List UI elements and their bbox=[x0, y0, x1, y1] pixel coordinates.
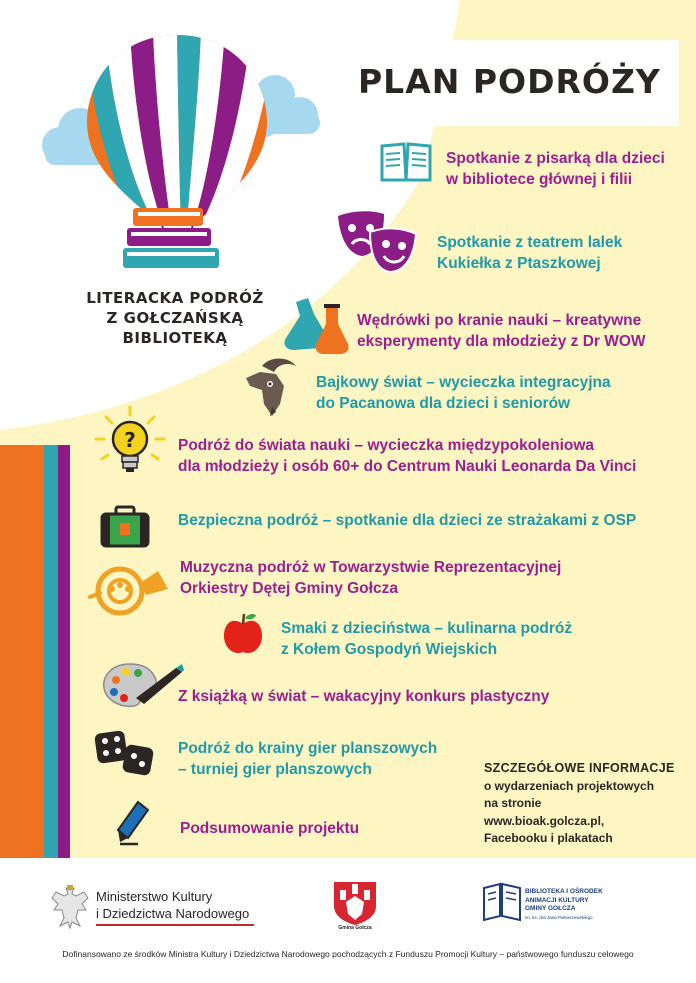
library-line-1: BIBLIOTEKA I OŚRODEK bbox=[525, 888, 603, 895]
info-heading: SZCZEGÓŁOWE INFORMACJE bbox=[484, 761, 675, 775]
info-line-1: o wydarzeniach projektowych bbox=[484, 778, 655, 793]
item-4 bbox=[316, 372, 611, 414]
item-3 bbox=[357, 310, 646, 352]
palette-icon bbox=[100, 660, 184, 712]
logo-line-3: BIBLIOTEKĄ bbox=[122, 329, 228, 347]
item-7-line-2: Orkiestry Dętej Gminy Gołcza bbox=[180, 580, 398, 597]
item-5-line-2: dla młodzieży i osób 60+ do Centrum Nauki Leonarda Da Vinci bbox=[178, 458, 637, 475]
info-block bbox=[484, 760, 684, 848]
info-line-4: Facebooku i plakatach bbox=[484, 831, 613, 845]
item-1-line-1: Spotkanie z pisarką dla dzieci bbox=[446, 150, 665, 167]
item-9-line-1: Z książką w świat – wakacyjny konkurs plastyczny bbox=[178, 688, 550, 705]
item-2-line-1: Spotkanie z teatrem lalek bbox=[437, 234, 623, 251]
ministry-line-1: Ministerstwo Kultury bbox=[96, 889, 213, 904]
library-line-4: im. ks. dra Jana Piekoszewskiego bbox=[525, 914, 593, 920]
item-8 bbox=[281, 618, 572, 660]
funding-note: Dofinansowano ze środków Ministra Kultury i Dziedzictwa Narodowego pochodzących z Funduszu Promocji Kultury – państwowego funduszu celowego bbox=[62, 949, 634, 959]
item-4-line-1: Bajkowy świat – wycieczka integracyjna bbox=[316, 374, 611, 391]
pencil-icon bbox=[116, 800, 150, 846]
item-3-line-1: Wędrówki po kranie nauki – kreatywne bbox=[357, 312, 642, 329]
book-icon bbox=[378, 140, 434, 184]
apple-icon bbox=[222, 612, 264, 656]
item-3-line-2: eksperymenty dla młodzieży z Dr WOW bbox=[357, 333, 646, 350]
info-line-2: na stronie bbox=[484, 796, 542, 810]
logo-line-1: LITERACKA PODRÓŻ bbox=[86, 289, 264, 307]
item-7 bbox=[180, 557, 561, 599]
item-8-line-2: z Kołem Gospodyń Wiejskich bbox=[281, 641, 498, 658]
item-4-line-2: do Pacanowa dla dzieci i seniorów bbox=[316, 395, 571, 412]
first-aid-kit-icon bbox=[100, 505, 150, 549]
page-title: PLAN PODRÓŻY bbox=[358, 62, 661, 101]
item-1 bbox=[446, 148, 665, 190]
library-logo-icon bbox=[480, 882, 524, 922]
lightbulb-icon bbox=[94, 405, 166, 477]
item-2 bbox=[437, 232, 622, 274]
item-6-line-1: Bezpieczna podróż – spotkanie dla dzieci ze strażakami z OSP bbox=[178, 512, 637, 529]
item-7-line-1: Muzyczna podróż w Towarzystwie Reprezentacyjnej bbox=[180, 559, 562, 576]
item-10-line-1: Podróż do krainy gier planszowych bbox=[178, 740, 438, 757]
flasks-icon bbox=[282, 294, 352, 356]
eagle-emblem-icon bbox=[50, 884, 90, 930]
library-line-2: ANIMACJI KULTURY bbox=[525, 896, 589, 904]
ministry-name bbox=[96, 888, 249, 922]
french-horn-icon bbox=[86, 563, 170, 619]
item-10 bbox=[178, 738, 437, 780]
item-11-line-1: Podsumowanie projektu bbox=[180, 820, 360, 837]
gmina-label: Gmina Gołcza bbox=[338, 925, 372, 931]
svg-text:?: ? bbox=[124, 428, 136, 452]
ministry-line-2: i Dziedzictwa Narodowego bbox=[96, 906, 250, 921]
balloon-icon bbox=[80, 30, 280, 235]
item-11 bbox=[180, 818, 359, 839]
balloon-logo bbox=[25, 30, 325, 290]
dice-icon bbox=[94, 728, 158, 778]
library-line-3: GMINY GOŁCZA bbox=[525, 905, 576, 912]
theater-masks-icon bbox=[334, 210, 420, 278]
item-1-line-2: w bibliotece głównej i filii bbox=[446, 171, 633, 188]
logo-line-2: Z GOŁCZAŃSKĄ bbox=[106, 309, 244, 327]
side-stripes bbox=[0, 445, 70, 858]
info-line-3: www.bioak.golcza.pl, bbox=[484, 813, 605, 828]
item-6 bbox=[178, 510, 636, 531]
ministry-underline bbox=[96, 924, 254, 926]
books-stack-icon bbox=[123, 208, 219, 268]
item-2-line-2: Kukiełka z Ptaszkowej bbox=[437, 255, 601, 272]
goat-icon bbox=[242, 356, 302, 418]
library-name bbox=[525, 888, 603, 922]
logo-title bbox=[60, 288, 290, 348]
item-5 bbox=[178, 435, 636, 477]
item-8-line-1: Smaki z dzieciństwa – kulinarna podróż bbox=[281, 620, 573, 637]
item-9 bbox=[178, 686, 549, 707]
gmina-coat-of-arms-icon bbox=[332, 880, 378, 926]
item-5-line-1: Podróż do świata nauki – wycieczka międzypokoleniowa bbox=[178, 437, 595, 454]
item-10-line-2: – turniej gier planszowych bbox=[178, 761, 372, 778]
